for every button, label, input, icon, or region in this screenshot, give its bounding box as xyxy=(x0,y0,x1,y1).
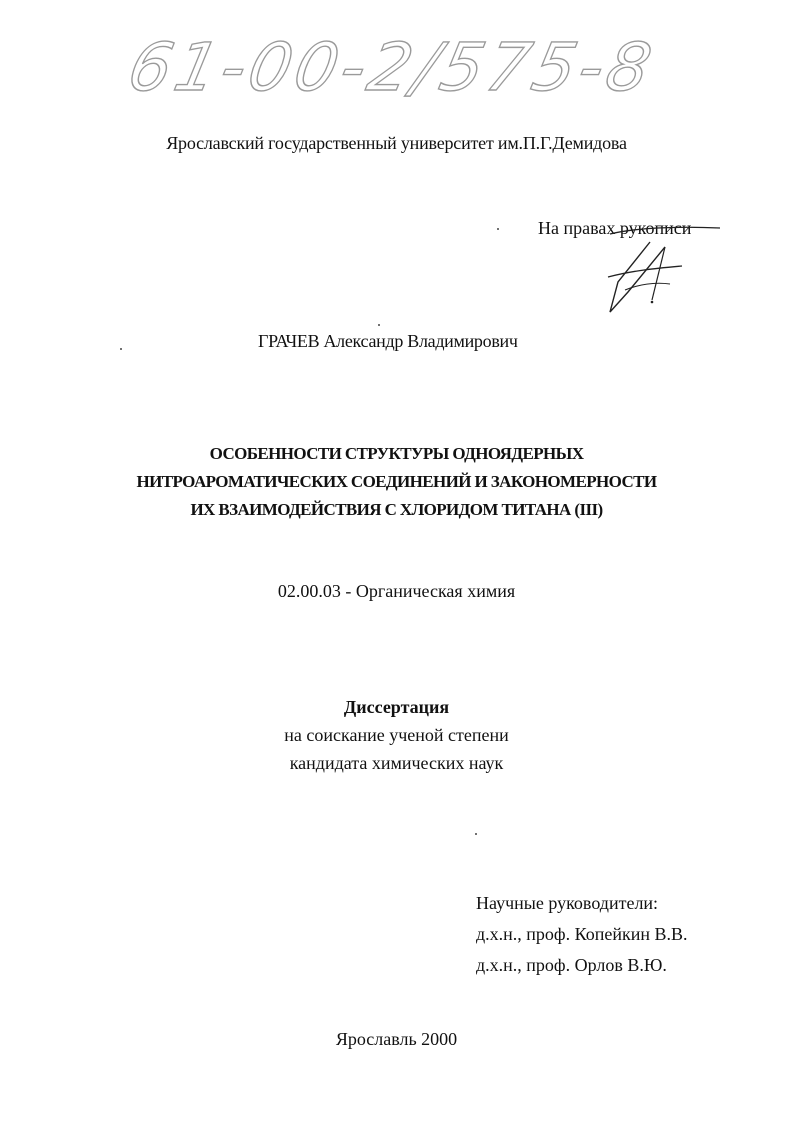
manuscript-rights: На правах рукописи xyxy=(538,218,692,238)
handwritten-archive-code xyxy=(120,20,662,110)
specialty-code: 02.00.03 - Органическая химия xyxy=(277,581,516,601)
advisor-item: д.х.н., проф. Копейкин В.В. xyxy=(476,924,688,944)
university-name: Ярославский государственный университет им.П.Г.Демидова xyxy=(166,133,627,153)
title-line: ИХ ВЗАИМОДЕЙСТВИЯ С ХЛОРИДОМ ТИТАНА (III) xyxy=(190,500,603,519)
handwritten-signature xyxy=(590,222,730,322)
title-line: НИТРОАРОМАТИЧЕСКИХ СОЕДИНЕНИЙ И ЗАКОНОМЕРНОСТИ xyxy=(136,472,657,491)
degree-line: кандидата химических наук xyxy=(289,753,504,773)
city-year: Ярославль 2000 xyxy=(335,1029,458,1049)
title-line: ОСОБЕННОСТИ СТРУКТУРЫ ОДНОЯДЕРНЫХ xyxy=(209,444,584,463)
dissertation-block xyxy=(0,693,793,777)
advisors-heading: Научные руководители: xyxy=(476,893,659,913)
author-name: ГРАЧЕВ Александр Владимирович xyxy=(258,331,518,351)
scan-speck xyxy=(120,348,122,350)
dissertation-label: Диссертация xyxy=(343,697,450,717)
degree-line: на соискание ученой степени xyxy=(284,725,509,745)
advisor-item: д.х.н., проф. Орлов В.Ю. xyxy=(476,955,667,975)
scan-speck xyxy=(475,833,477,835)
svg-text:61-00-2/575-8: 61-00-2/575-8 xyxy=(121,28,662,106)
dissertation-title xyxy=(0,440,793,524)
scan-speck xyxy=(497,228,499,230)
scan-speck xyxy=(378,324,380,326)
advisors-block xyxy=(476,888,687,981)
